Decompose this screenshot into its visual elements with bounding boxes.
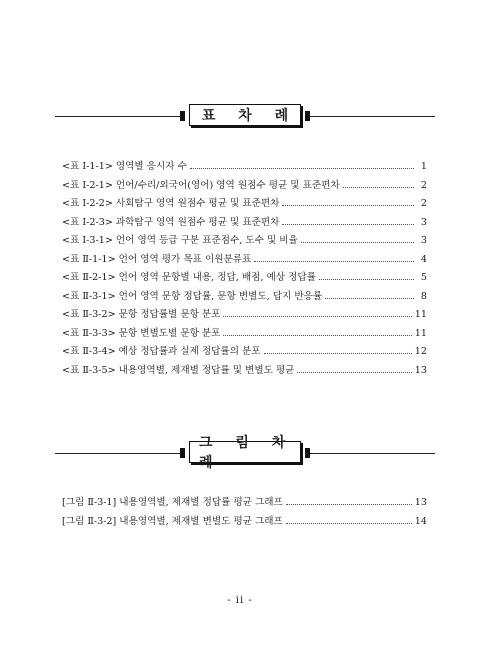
tables-list	[62, 158, 427, 380]
entry-page: 11	[414, 327, 427, 339]
entry-title: 내용영역별, 제재별 정답률 평균 그래프	[119, 497, 283, 508]
entry-code: <표 Ⅱ-1-1>	[62, 253, 116, 265]
toc-entry[interactable]	[62, 325, 427, 344]
entry-page: 3	[420, 235, 427, 246]
dot-leader	[223, 316, 411, 317]
dot-leader	[286, 523, 412, 524]
toc-entry[interactable]	[62, 494, 427, 513]
heading-cap-left	[180, 111, 185, 121]
toc-entry[interactable]	[62, 158, 427, 177]
entry-code: <표 Ⅱ-3-1>	[62, 290, 116, 302]
entry-page: 5	[420, 272, 427, 283]
entry-title: 내용영역별, 제재별 변별도 평균 그래프	[119, 515, 283, 527]
entry-title: 언어/수리/외국어(영어) 영역 원점수 평균 및 표준편차	[115, 179, 340, 191]
entry-code: <표 Ⅱ-3-2>	[62, 309, 116, 320]
toc-entry[interactable]	[62, 269, 427, 288]
figures-list	[62, 494, 427, 531]
figures-heading	[55, 435, 435, 471]
entry-code: <표 Ⅱ-2-1>	[62, 272, 116, 283]
heading-rule-right	[310, 116, 435, 117]
entry-title: 문항 정답률별 문항 분포	[118, 309, 221, 320]
entry-title: 언어 영역 문항 정답률, 문항 변별도, 답지 반응률	[118, 290, 323, 302]
entry-title: 언어 영역 문항별 내용, 정답, 배점, 예상 정답률	[118, 272, 316, 283]
toc-entry[interactable]	[62, 214, 427, 233]
entry-title: 내용영역별, 제재별 정답률 및 변별도 평균	[118, 364, 295, 376]
dot-leader	[319, 279, 414, 280]
entry-code: <표 Ⅰ-1-1>	[62, 161, 113, 172]
toc-entry[interactable]	[62, 251, 427, 270]
toc-entry[interactable]	[62, 177, 427, 196]
entry-title: 예상 정답률과 실제 정답률의 분포	[118, 346, 261, 357]
toc-entry[interactable]	[62, 343, 427, 362]
heading-rule-left	[55, 116, 180, 117]
entry-code: <표 Ⅰ-2-2>	[62, 198, 113, 209]
entry-page: 3	[420, 216, 427, 228]
toc-entry[interactable]	[62, 362, 427, 381]
entry-title: 문항 변별도별 문항 분포	[118, 327, 221, 339]
entry-page: 13	[414, 364, 427, 376]
dot-leader	[325, 298, 414, 299]
entry-title: 사회탐구 영역 원점수 평균 및 표준편차	[115, 198, 280, 209]
entry-page: 2	[420, 179, 427, 191]
entry-code: <표 Ⅰ-3-1>	[62, 235, 113, 246]
entry-code: <표 Ⅱ-3-3>	[62, 327, 116, 339]
entry-code: [그림 Ⅱ-3-2]	[62, 515, 117, 527]
toc-entry[interactable]	[62, 288, 427, 307]
entry-code: <표 Ⅰ-2-3>	[62, 216, 113, 228]
entry-title: 언어 영역 평가 목표 이원분류표	[118, 253, 252, 265]
heading-cap-left	[180, 448, 185, 458]
dot-leader	[282, 224, 414, 225]
entry-code: [그림 Ⅱ-3-1]	[62, 497, 117, 508]
entry-page: 13	[414, 497, 427, 508]
entry-page: 11	[414, 309, 427, 320]
toc-entry[interactable]	[62, 195, 427, 214]
toc-entry[interactable]	[62, 306, 427, 325]
tables-heading	[55, 103, 435, 131]
dot-leader	[264, 353, 412, 354]
entry-title: 영역별 응시자 수	[115, 161, 187, 172]
entry-title: 언어 영역 등급 구분 표준점수, 도수 및 비율	[115, 235, 298, 246]
figures-heading-title: 그 림 차 례	[189, 441, 301, 463]
entry-page: 14	[414, 515, 427, 527]
entry-page: 1	[420, 161, 427, 172]
entry-code: <표 Ⅰ-2-1>	[62, 179, 113, 191]
toc-entry[interactable]	[62, 513, 427, 532]
dot-leader	[282, 205, 414, 206]
entry-page: 4	[420, 253, 427, 265]
tables-heading-title: 표 차 례	[189, 104, 301, 126]
entry-page: 8	[420, 290, 427, 302]
dot-leader	[223, 335, 411, 336]
dot-leader	[301, 242, 414, 243]
heading-rule-left	[55, 453, 180, 454]
entry-code: <표 Ⅱ-3-5>	[62, 364, 116, 376]
heading-rule-right	[310, 453, 435, 454]
page-number: - ii -	[227, 595, 253, 606]
dot-leader	[297, 372, 411, 373]
dot-leader	[286, 504, 412, 505]
entry-page: 2	[420, 198, 427, 209]
entry-page: 12	[414, 346, 427, 357]
entry-title: 과학탐구 영역 원점수 평균 및 표준편차	[115, 216, 280, 228]
dot-leader	[343, 187, 414, 188]
toc-entry[interactable]	[62, 232, 427, 251]
dot-leader	[190, 168, 414, 169]
dot-leader	[254, 261, 414, 262]
entry-code: <표 Ⅱ-3-4>	[62, 346, 116, 357]
